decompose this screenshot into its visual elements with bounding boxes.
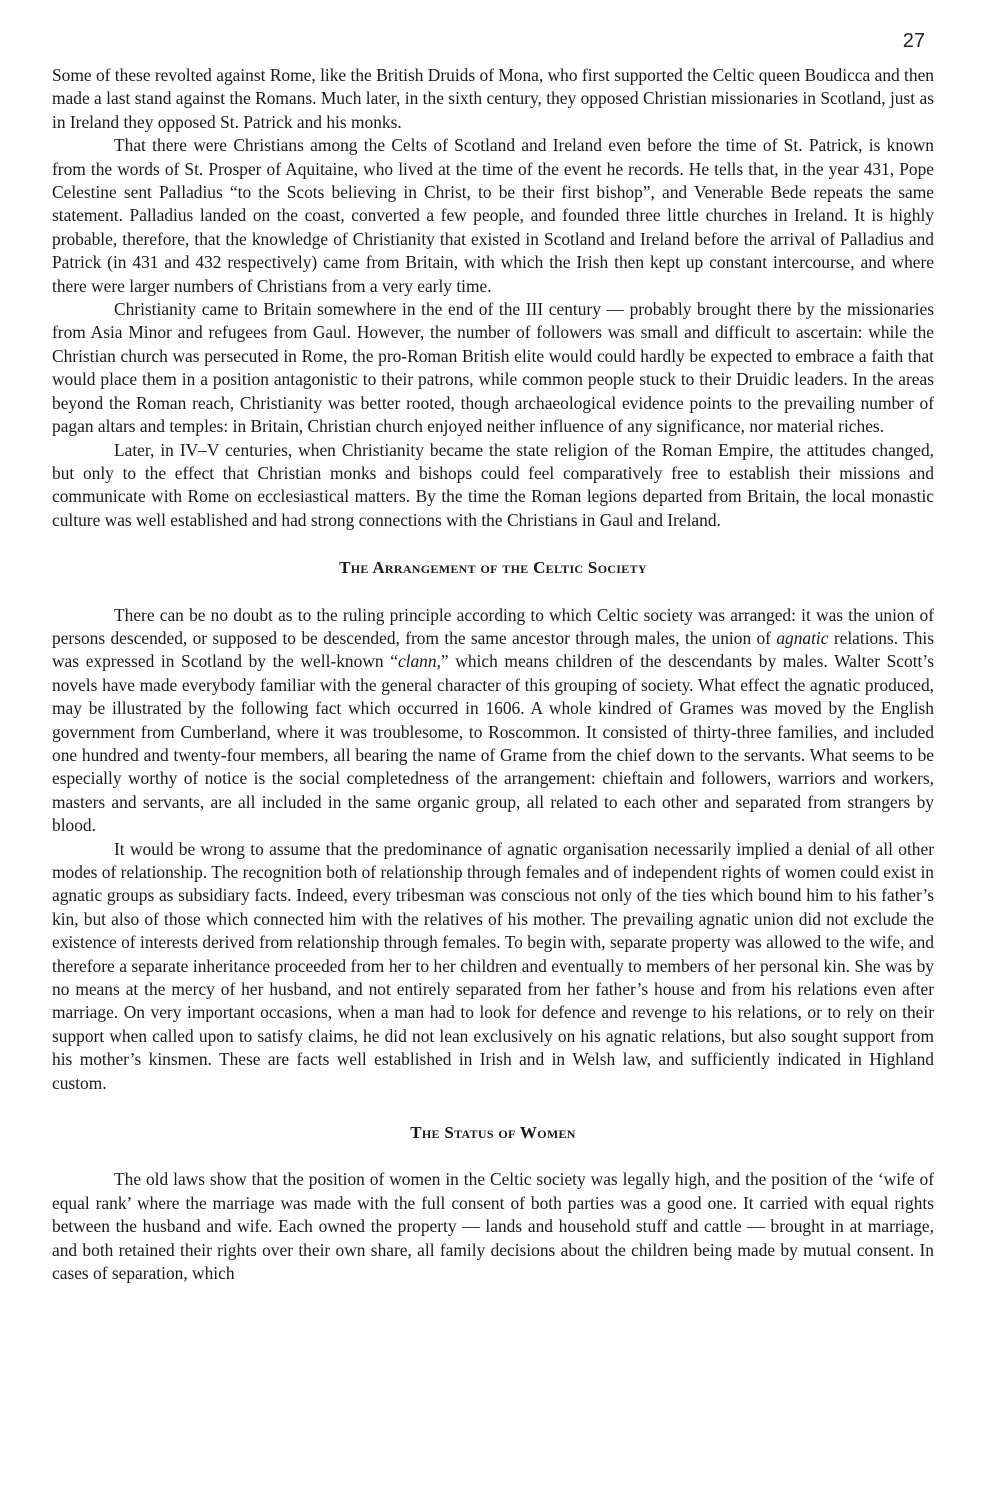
- page-number: 27: [902, 30, 925, 52]
- emphasis-clann: clann,: [397, 651, 441, 672]
- paragraph-female-relationship: It would be wrong to assume that the predominance of agnatic organisation necessarily implied a denial of all other modes of relationship. The recognition both of relationship through females and of independent rights of women could exist in agnatic groups as subsidiary facts. Indeed, every tribesman was conscious not only of the ties which bound him to his father’s kin, but also of those which connected him with the relatives of his mother. The prevailing agnatic union did not exclude the existence of interests derived from relationship through females. To begin with, separate property was allowed to the wife, and therefore a separate inheritance proceeded from her to her children and eventually to members of her personal kin. She was by no means at the mercy of her husband, and not entirely separated from her father’s house and from his relations even after marriage. On very important occasions, when a man had to look for defence and revenge to his relations, or to rely on their support when called upon to satisfy claims, he did not lean exclusively on his agnatic relations, but also sought support from his mother’s kinsmen. These are facts well established in Irish and in Welsh law, and sufficiently indicated in Highland custom.: [52, 838, 934, 1093]
- section-heading-arrangement: The Arrangement of the Celtic Society: [339, 558, 647, 578]
- text-span: relations. This was expressed in Scotland by the well-known “: [52, 627, 934, 672]
- section-heading-women: The Status of Women: [410, 1123, 576, 1143]
- paragraph-agnatic-union: [52, 604, 934, 838]
- paragraph-christianity-britain: Christianity came to Britain somewhere in the end of the III century — probably brought there by the missionaries from Asia Minor and refugees from Gaul. However, the number of followers was small and difficult to ascertain: while the Christian church was persecuted in Rome, the pro-Roman British elite would could hardly be expected to embrace a faith that would place them in a position antagonistic to their patrons, while common people stuck to their Druidic leaders. In the areas beyond the Roman reach, Christianity was better rooted, though archaeological evidence points to the prevailing number of pagan altars and temples: in Britain, Christian church enjoyed neither influence of any significance, nor material riches.: [52, 299, 934, 437]
- text-span: ” which means children of the descendants by males. Walter Scott’s novels have made everybody familiar with the general character of this grouping of society. What effect the agnatic produced, may be illustrated by the following fact which occurred in 1606. A whole kindred of Grames was moved by the English government from Cumberland, where it was troublesome, to Roscommon. It consisted of thirty-three families, and included one hundred and twenty-four members, all bearing the name of Grame from the chief down to the servants. What seems to be especially worthy of notice is the social completedness of the arrangement: chieftain and followers, warriors and workers, masters and servants, are all included in the same organic group, all related to each other and separated from strangers by blood.: [52, 651, 934, 836]
- paragraph-druids: Some of these revolted against Rome, like the British Druids of Mona, who first supported the Celtic queen Boudicca and then made a last stand against the Romans. Much later, in the sixth century, they opposed Christian missionaries in Scotland, just as in Ireland they opposed St. Patrick and his monks.: [52, 65, 934, 132]
- paragraph-women-position: The old laws show that the position of women in the Celtic society was legally high, and the position of the ‘wife of equal rank’ where the marriage was made with the full consent of both parties was a good one. It carried with equal rights between the husband and wife. Each owned the property — lands and household stuff and cattle — brought in at marriage, and both retained their rights over their own share, all family decisions about the children being made by mutual consent. In cases of separation, which: [52, 1169, 934, 1284]
- emphasis-agnatic: agnatic: [776, 627, 829, 648]
- paragraph-roman-empire: Later, in IV–V centuries, when Christianity became the state religion of the Roman Empire, the attitudes changed, but only to the effect that Christian monks and bishops could feel comparatively free to establish their missions and communicate with Rome on ecclesiastical matters. By the time the Roman legions departed from Britain, the local monastic culture was well established and had strong connections with the Christians in Gaul and Ireland.: [52, 439, 934, 530]
- page-body: [52, 64, 934, 1286]
- text-span: There can be no doubt as to the ruling principle according to which Celtic society was arranged: it was the union of persons descended, or supposed to be descended, from the same ancestor through males, the union of: [52, 604, 934, 648]
- paragraph-palladius: That there were Christians among the Celts of Scotland and Ireland even before the time of St. Patrick, is known from the words of St. Prosper of Aquitaine, who lived at the time of the event he records. He tells that, in the year 431, Pope Celestine sent Palladius “to the Scots believing in Christ, to be their first bishop”, and Venerable Bede repeats the same statement. Palladius landed on the coast, converted a few people, and founded three little churches in Ireland. It is highly probable, therefore, that the knowledge of Christianity that existed in Scotland and Ireland before the arrival of Palladius and Patrick (in 431 and 432 respectively) came from Britain, with which the Irish then kept up constant intercourse, and where there were larger numbers of Christians from a very early time.: [52, 135, 934, 296]
